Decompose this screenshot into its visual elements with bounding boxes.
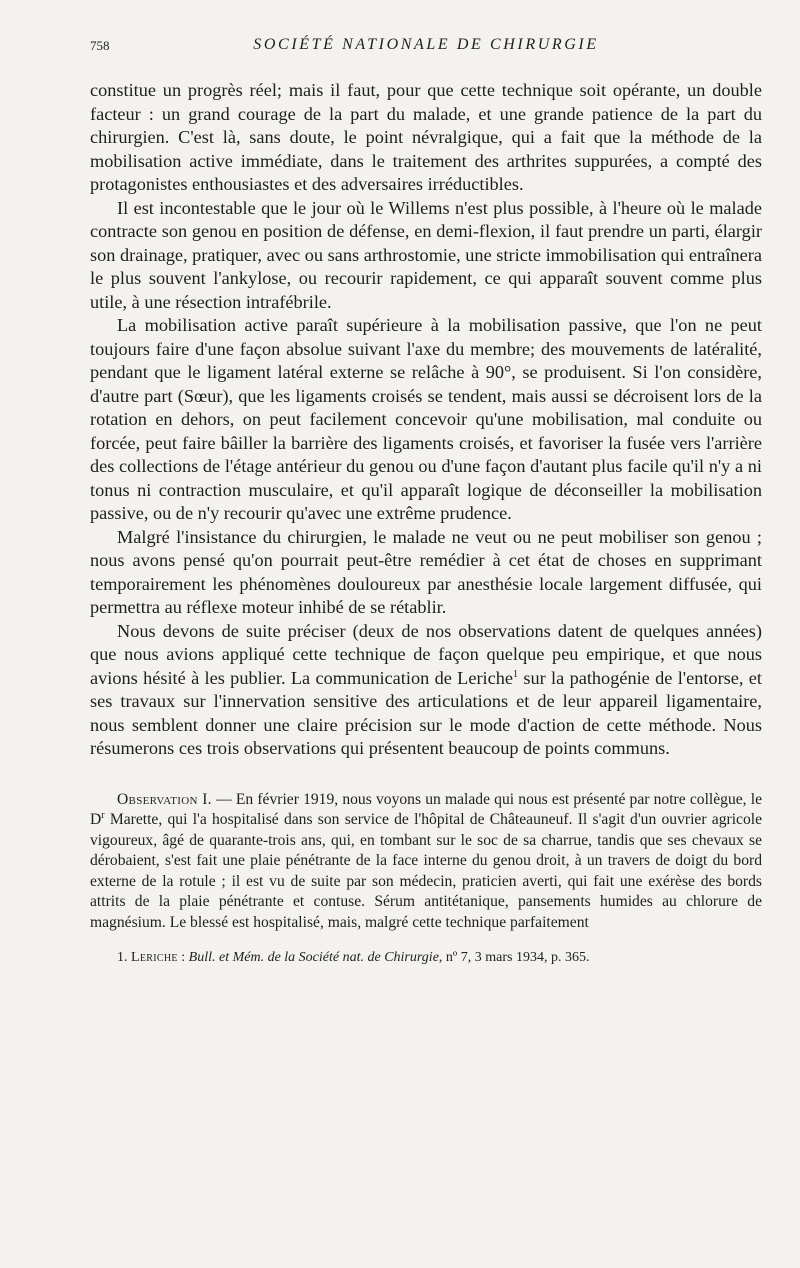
- footnote: [90, 949, 762, 967]
- observation-1: [90, 790, 762, 934]
- paragraph-5-before-ref: Nous devons de suite préciser (deux de nos observations datent de quelques années) que nous avions appliqué cette technique de façon quelque peu empirique, et que nous avions hésité à les publier. La communication de Leriche: [90, 620, 762, 688]
- page: [90, 30, 762, 981]
- paragraph-2: Il est incontestable que le jour où le Willems n'est plus possible, à l'heure où le malade contracte son genou en position de défense, en demi-flexion, il faut prendre un parti, élargir son drainage, pratiquer, avec ou sans arthrostomie, une stricte immobilisation qui entraînera le plus souvent l'ankylose, ou recourir rapidement, ce qui apparaît souvent comme plus utile, à une résection intrafébrile.: [90, 197, 762, 312]
- observation-text-before-sup: — En février 1919, nous voyons un malade qui nous est présenté par notre collègue, le D: [90, 790, 762, 829]
- observation-label: Observation I.: [117, 790, 212, 808]
- footnote-details: , nº 7, 3 mars 1934, p. 365.: [438, 950, 590, 966]
- paragraph-4: Malgré l'insistance du chirurgien, le malade ne veut ou ne peut mobiliser son genou ; nous avons pensé qu'on pourrait peut-être remédier à cet état de choses en supprimant temporairement les phénomènes douloureux par anesthésie locale largement diffusée, qui permettra au réflexe moteur inhibé de se rétablir.: [90, 526, 762, 617]
- footnote-number: 1.: [117, 950, 128, 966]
- paragraph-3: La mobilisation active paraît supérieure à la mobilisation passive, que l'on ne peut toujours faire d'une façon absolue suivant l'axe du membre; des mouvements de latéralité, pendant que le ligament latéral externe se relâche à 90°, se produisent. Si l'on considère, d'autre part (Sœur), que les ligaments croisés se tendent, mais aussi se décroisent lors de la rotation en dehors, on peut facilement concevoir qu'une mobilisation, mal conduite ou forcée, peut faire bâiller la barrière des ligaments croisés, et favoriser la fusée vers l'arrière des collections de l'étage antérieur du genou ou d'une façon d'autant plus facile qu'il n'y a ni tonus ni contraction musculaire, et qu'il apparaît logique de déconseiller la mobilisation passive, ou de n'y recourir qu'avec une extrême prudence.: [90, 315, 762, 523]
- doctor-abbrev-sup: r: [101, 809, 105, 821]
- running-title: SOCIÉTÉ NATIONALE DE CHIRURGIE: [253, 36, 599, 53]
- paragraph-5-after-ref: sur la pathogénie de l'entorse, et ses travaux sur l'innervation sensitive des articulations et de leur appareil ligamentaire, nous semblent donner une claire précision sur le mode d'action de cette méthode. Nous résumerons ces trois observations qui présentent beaucoup de points communs.: [90, 667, 763, 758]
- footnote-source: Bull. et Mém. de la Société nat. de Chirurgie: [188, 950, 439, 966]
- page-header: [90, 30, 762, 56]
- footnote-author: Leriche: [131, 950, 178, 966]
- paragraph-5: [90, 620, 762, 761]
- paragraph-1: constitue un progrès réel; mais il faut, pour que cette technique soit opérante, un double facteur : un grand courage de la part du malade, et une grande patience de la part du chirurgien. C'est là, sans doute, le point névralgique, qui a fait que la méthode de la mobilisation active immédiate, dans le traitement des arthrites suppurées, a compté des protagonistes enthousiastes et des adversaires irréductibles.: [90, 80, 762, 194]
- page-number: 758: [90, 38, 110, 53]
- observation-text-after-sup: Marette, qui l'a hospitalisé dans son service de l'hôpital de Châteauneuf. Il s'agit d'un ouvrier agricole vigoureux, âgé de quarante-trois ans, qui, en tombant sur le soc de sa charrue, tandis que ses chevaux se dérobaient, s'est fait une plaie pénétrante de la face interne du genou droit, à un travers de doigt du bord externe de la rotule ; il est vu de suite par son médecin, praticien averti, qui fait une exérèse des bords attrits de la plaie pénétrante et contuse. Sérum antitétanique, pansements humides au chlorure de magnésium. Le blessé est hospitalisé, mais, malgré cette technique parfaitement: [90, 811, 762, 932]
- footnote-separator: :: [177, 950, 189, 966]
- footnote-ref-mark: 1: [513, 668, 518, 680]
- body-text: [90, 79, 762, 761]
